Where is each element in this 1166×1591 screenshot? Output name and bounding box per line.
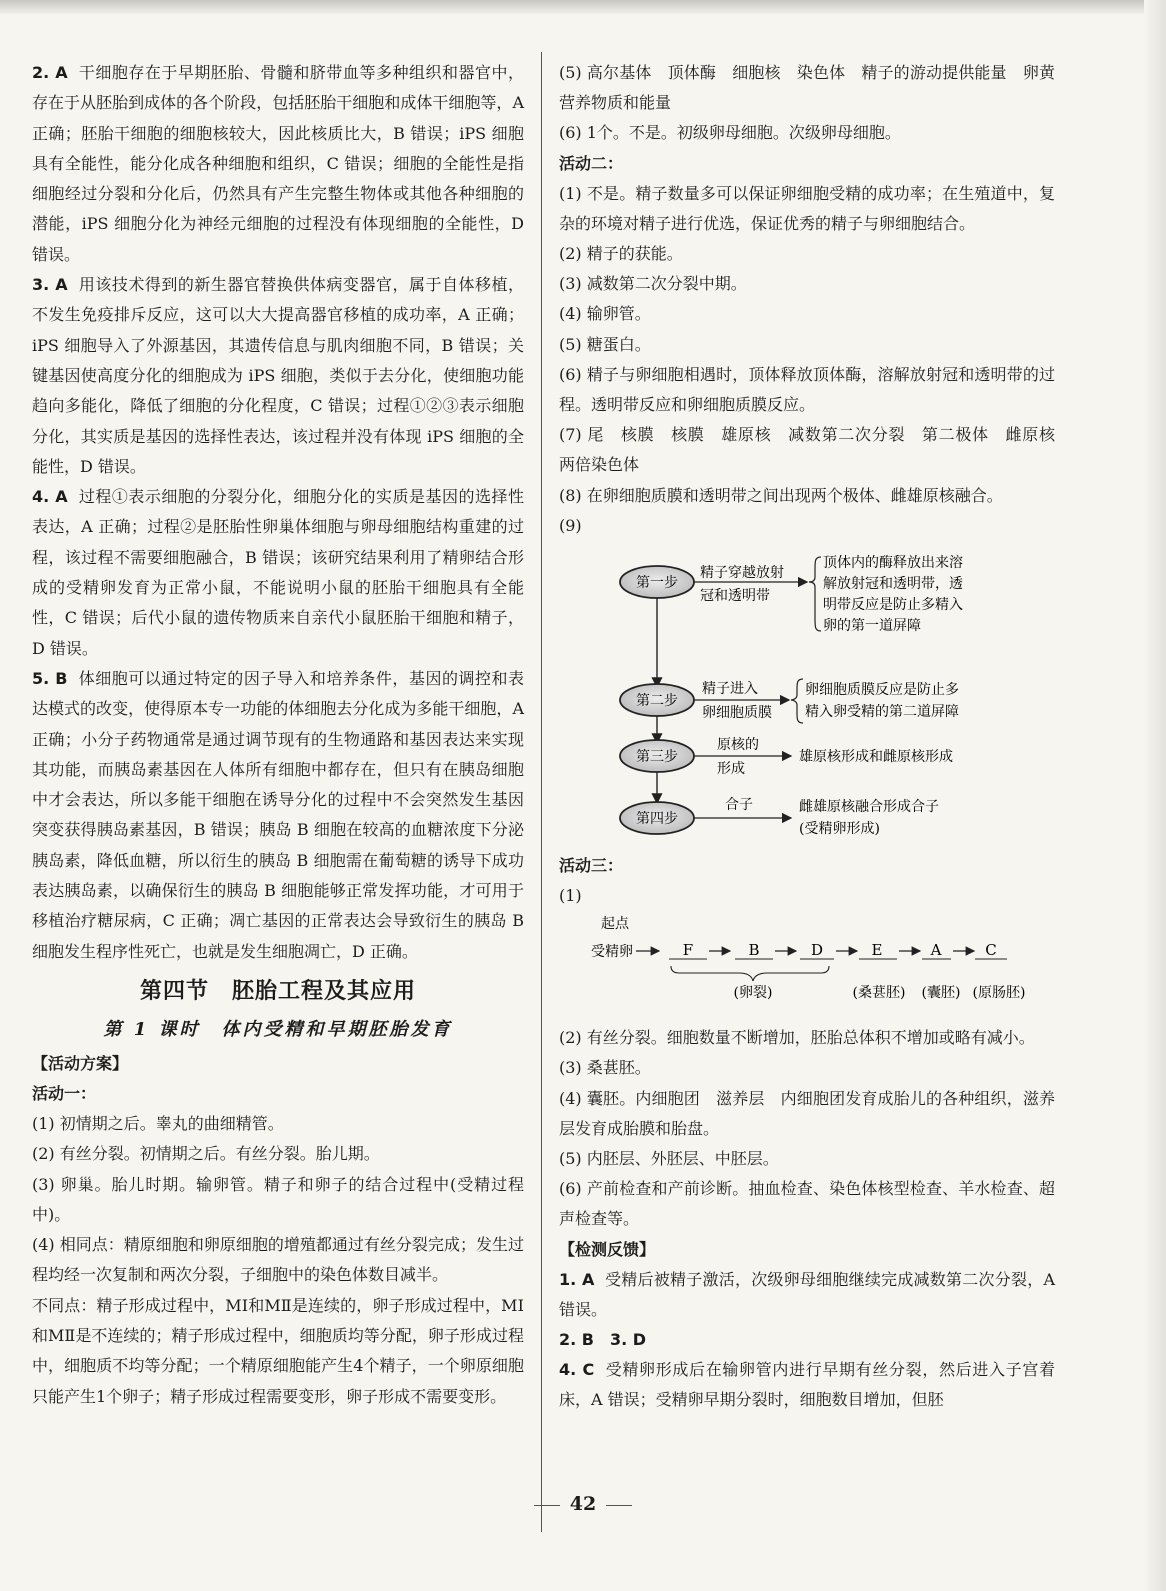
result-text: 卵的第一道屏障 [823,618,921,635]
result-text: 雌雄原核融合形成合子 [799,799,939,816]
list-item: (4) 囊胚。内细胞团 滋养层 内细胞团发育成胎儿的各种组织，滋养层发育成胎膜和胎盘。 [559,1088,1055,1138]
answer-text: 用该技术得到的新生器官替换供体病变器官，属于自体移植，不发生免疫排斥反应，这可以大大提高器官移植的成功率，A 正确；iPS 细胞导入了外源基因，其遗传信息与肌肉细胞不同，B 错误；关键基因使高度分化的细胞成为 iPS 细胞，类似于去分化，使细胞功能趋向多能化，降低了细胞的分化程度，C 错误；过程①②③表示细胞分化，其实质是基因的选择性表达，该过程并没有体现 iPS 细胞的全能性，D 错误。 [32,275,524,476]
list-item: (1) 初情期之后。睾丸的曲细精管。 [32,1113,284,1133]
stage-letter: A [930,941,942,960]
result-text: 顶体内的酶释放出来溶 [823,555,963,572]
stage-letter: F [682,941,694,960]
page-number: 42 [569,1493,597,1515]
brace [791,679,803,723]
right-column [559,58,1072,1416]
arrow-label: 精子进入 [702,681,758,698]
stage-label: (原肠胚) [972,985,1026,1002]
answer-text: 过程①表示细胞的分裂分化，细胞分化的实质是基因的选择性表达，A 正确；过程②是胚胎性卵巢体细胞与卵母细胞结构重建的过程，该过程不需要细胞融合，B 错误；该研究结果利用了精卵结合形成的受精卵发育为正常小鼠，不能说明小鼠的胚胎干细胞具有全能性，C 错误；后代小鼠的遗传物质来自亲代小鼠胚胎干细胞和精子，D 错误。 [32,487,524,658]
arrow-label: 卵细胞质膜 [702,705,772,722]
list-item: (3) 卵巢。胎儿时期。输卵管。精子和卵子的结合过程中(受精过程中)。 [32,1174,524,1224]
list-item: (8) 在卵细胞质膜和透明带之间出现两个极体、雌雄原核融合。 [559,485,1003,505]
answer-q3 [32,270,524,482]
arrow-label: 原核的 [717,737,759,754]
feedback-q2-q3: 2. B 3. D [559,1330,647,1350]
list-item: (6) 精子与卵细胞相遇时，顶体释放顶体酶，溶解放射冠和透明带的过程。透明带反应和卵细胞质膜反应。 [559,364,1055,415]
page-footer [0,1493,1166,1515]
list-item: (5) 内胚层、外胚层、中胚层。 [559,1149,779,1169]
list-item: 不同点：精子形成过程中，MⅠ和MⅡ是连续的，卵子形成过程中，MⅠ和MⅡ是不连续的；精子形成过程中，细胞质均等分配，卵子形成过程中，细胞质不均等分配；一个精原细胞能产生4个精子，一个卵原细胞只能产生1个卵子；精子形成过程需要变形，卵子形成不需要变形。 [32,1295,524,1406]
zygote-label: 受精卵 [591,944,633,961]
answer-num: 3. A [32,275,68,295]
list-item: (5) 高尔基体 顶体酶 细胞核 染色体 精子的游动提供能量 卵黄 营养物质和能量 [559,63,1072,113]
answer-num: 2. A [32,63,68,82]
step-label: 第四步 [636,811,678,828]
answer-q2 [32,58,524,270]
section-title: 第四节 胚胎工程及其应用 [139,978,416,1004]
stage-letter: C [985,941,997,960]
scan-top-band [0,0,1166,14]
activity-plan-heading: 【活动方案】 [32,1053,129,1073]
list-item: (5) 糖蛋白。 [559,334,651,354]
step-label: 第二步 [636,693,678,710]
list-item: (7) 尾 核膜 核膜 雄原核 减数第二次分裂 第二极体 雌原核 两倍染色体 [559,425,1072,475]
scan-right-edge [1144,0,1166,1591]
left-column [32,58,524,1412]
footer-dash [606,1505,632,1506]
stage-letter: E [871,941,883,960]
result-text: (受精卵形成) [799,821,880,838]
list-item: (3) 桑葚胚。 [559,1058,651,1078]
list-item: (2) 有丝分裂。初情期之后。有丝分裂。胎儿期。 [32,1144,380,1164]
answer-num: 4. A [32,487,68,507]
fertilization-flow-diagram [559,547,1055,847]
list-item: (1) 不是。精子数量多可以保证卵细胞受精的成功率；在生殖道中，复杂的环境对精子进行优选，保证优秀的精子与卵细胞结合。 [559,183,1055,233]
result-text: 雄原核形成和雌原核形成 [799,749,953,766]
result-text: 明带反应是防止多精入 [823,597,963,614]
list-item: (4) 相同点：精原细胞和卵原细胞的增殖都通过有丝分裂完成；发生过程均经一次复制和两次分裂，子细胞中的染色体数目减半。 [32,1235,524,1285]
list-item: (2) 有丝分裂。细胞数量不断增加，胚胎总体积不增加或略有减小。 [559,1028,1035,1048]
step-label: 第三步 [636,749,678,766]
stage-letter: B [748,941,760,960]
arrow-label: 冠和透明带 [700,588,770,605]
result-text: 解放射冠和透明带，透 [823,576,963,593]
activity2-heading: 活动二： [559,153,624,173]
activity1-heading: 活动一： [32,1083,97,1103]
cleavage-brace [671,966,829,981]
feedback-q1 [559,1265,1055,1325]
answer-num: 4. C [559,1360,595,1380]
answer-q5 [32,664,524,967]
footer-dash [534,1505,560,1506]
answer-num: 5. B [32,668,68,688]
arrow-label: 合子 [725,797,753,814]
column-divider [541,52,542,1532]
list-item: (4) 输卵管。 [559,304,651,324]
brace [809,557,821,631]
arrow-label: 精子穿越放射 [700,565,784,582]
feedback-q4 [559,1355,1055,1415]
list-item: (2) 精子的获能。 [559,244,683,264]
answer-q4 [32,482,524,664]
list-item: (1) [559,886,582,906]
feedback-heading: 【检测反馈】 [559,1239,656,1259]
list-item: (3) 减数第二次分裂中期。 [559,274,747,294]
answer-text: 体细胞可以通过特定的因子导入和培养条件，基因的调控和表达模式的改变，使得原本专一功能的体细胞去分化成为多能干细胞，A 正确；小分子药物通常是通过调节现有的生物通路和基因表达来实现其功能，而胰岛素基因在人体所有细胞中都存在，但只有在胰岛细胞中才会表达，所以多能干细胞在诱导分化的过程中不会突然发生基因突变获得胰岛素基因，B 错误；胰岛 B 细胞在较高的血糖浓度下分泌胰岛素，降低血糖，所以衍生的胰岛 B 细胞需在葡萄糖的诱导下成功表达胰岛素，以确保衍生的胰岛 B 细胞能够正常发挥功能，才可用于移植治疗糖尿病，C 正确；凋亡基因的正常表达会导致衍生的胰岛 B 细胞发生程序性死亡，也就是发生细胞凋亡，D 正确。 [32,668,524,961]
answer-text: 受精后被精子激活，次级卵母细胞继续完成减数第二次分裂，A 错误。 [559,1269,1056,1319]
answer-text: 干细胞存在于早期胚胎、骨髓和脐带血等多种组织和器官中，存在于从胚胎到成体的各个阶段，包括胚胎干细胞和成体干细胞等，A 正确；胚胎干细胞的细胞核较大，因此核质比大，B 错误；iPS 细胞具有全能性，能分化成各种细胞和组织，C 错误；细胞的全能性是指细胞经过分裂和分化后，仍然具有产生完整生物体或其他各种细胞的潜能，iPS 细胞分化为神经元细胞的过程没有体现细胞的全能性，D 错误。 [32,63,524,264]
result-text: 精入卵受精的第二道屏障 [805,704,959,721]
lesson-title: 第 1 课时 体内受精和早期胚胎发育 [103,1018,453,1040]
result-text: 卵细胞质膜反应是防止多 [805,682,959,699]
cleavage-label: (卵裂) [733,985,773,1002]
step-label: 第一步 [636,575,678,592]
arrow-label: 形成 [717,761,745,778]
start-label: 起点 [601,916,629,933]
stage-letter: D [810,941,824,960]
answer-num: 1. A [559,1269,595,1289]
answer-text: 受精卵形成后在输卵管内进行早期有丝分裂，然后进入子宫着床，A 错误；受精卵早期分裂时，细胞数目增加，但胚 [559,1360,1056,1410]
list-item: (9) [559,515,582,535]
stage-label: (桑葚胚) [852,985,906,1002]
embryo-stage-diagram [559,911,1055,1021]
list-item: (6) 1个。不是。初级卵母细胞。次级卵母细胞。 [559,123,901,143]
stage-label: (囊胚) [921,985,961,1002]
activity3-heading: 活动三： [559,856,624,876]
list-item: (6) 产前检查和产前诊断。抽血检查、染色体核型检查、羊水检查、超声检查等。 [559,1179,1055,1229]
